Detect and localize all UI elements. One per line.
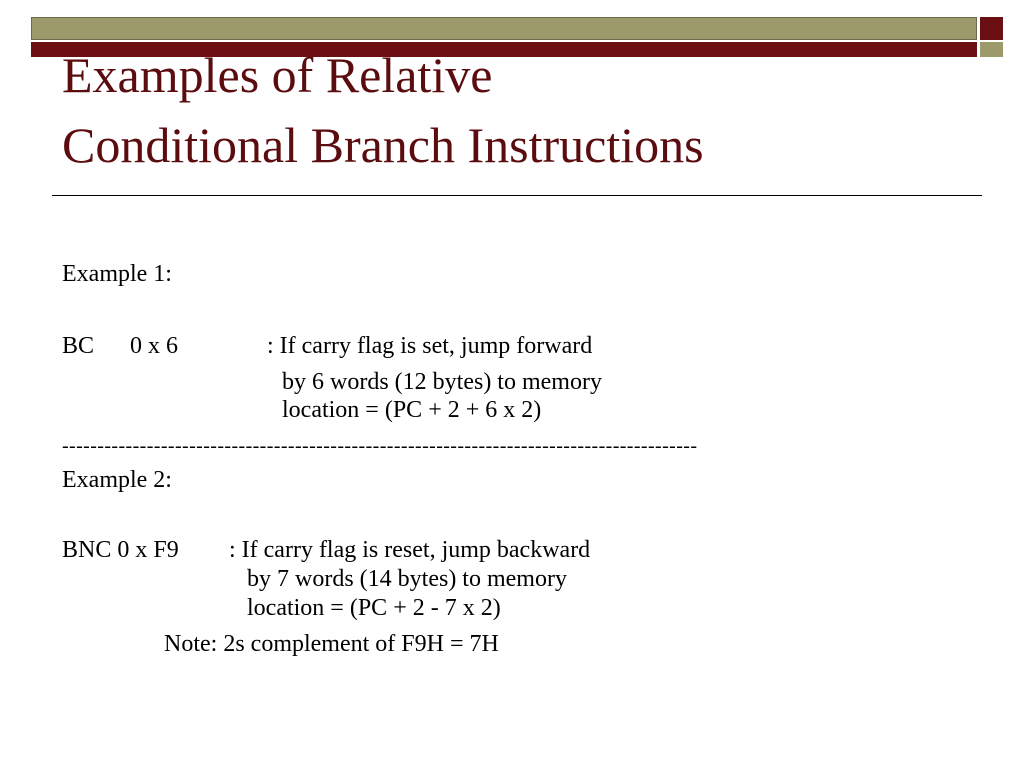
example-2-comment-line-3: location = (PC + 2 - 7 x 2) [247,595,501,621]
example-1-operand: 0 x 6 [130,333,178,359]
header-square-olive [980,42,1003,57]
example-2-note: Note: 2s complement of F9H = 7H [164,631,499,657]
header-bar-olive [31,17,977,40]
example-2-instruction: BNC 0 x F9 [62,537,179,563]
slide-title-line-2: Conditional Branch Instructions [62,117,704,173]
dashed-separator: ------------------------------------------------------------------------------------------ [62,435,698,457]
example-1-comment-line-2: by 6 words (12 bytes) to memory [282,369,602,395]
example-1-comment-line-1: : If carry flag is set, jump forward [267,333,593,359]
example-2-heading: Example 2: [62,467,172,493]
example-2-comment-line-1: : If carry flag is reset, jump backward [229,537,591,563]
example-1-comment-line-3: location = (PC + 2 + 6 x 2) [282,397,542,423]
header-square-maroon [980,17,1003,40]
slide-title [62,40,982,180]
slide-title-line-1: Examples of Relative [62,47,493,103]
example-1-heading: Example 1: [62,261,172,287]
example-2-comment-line-2: by 7 words (14 bytes) to memory [247,566,567,592]
title-divider [52,195,982,196]
example-1-mnemonic: BC [62,333,95,359]
